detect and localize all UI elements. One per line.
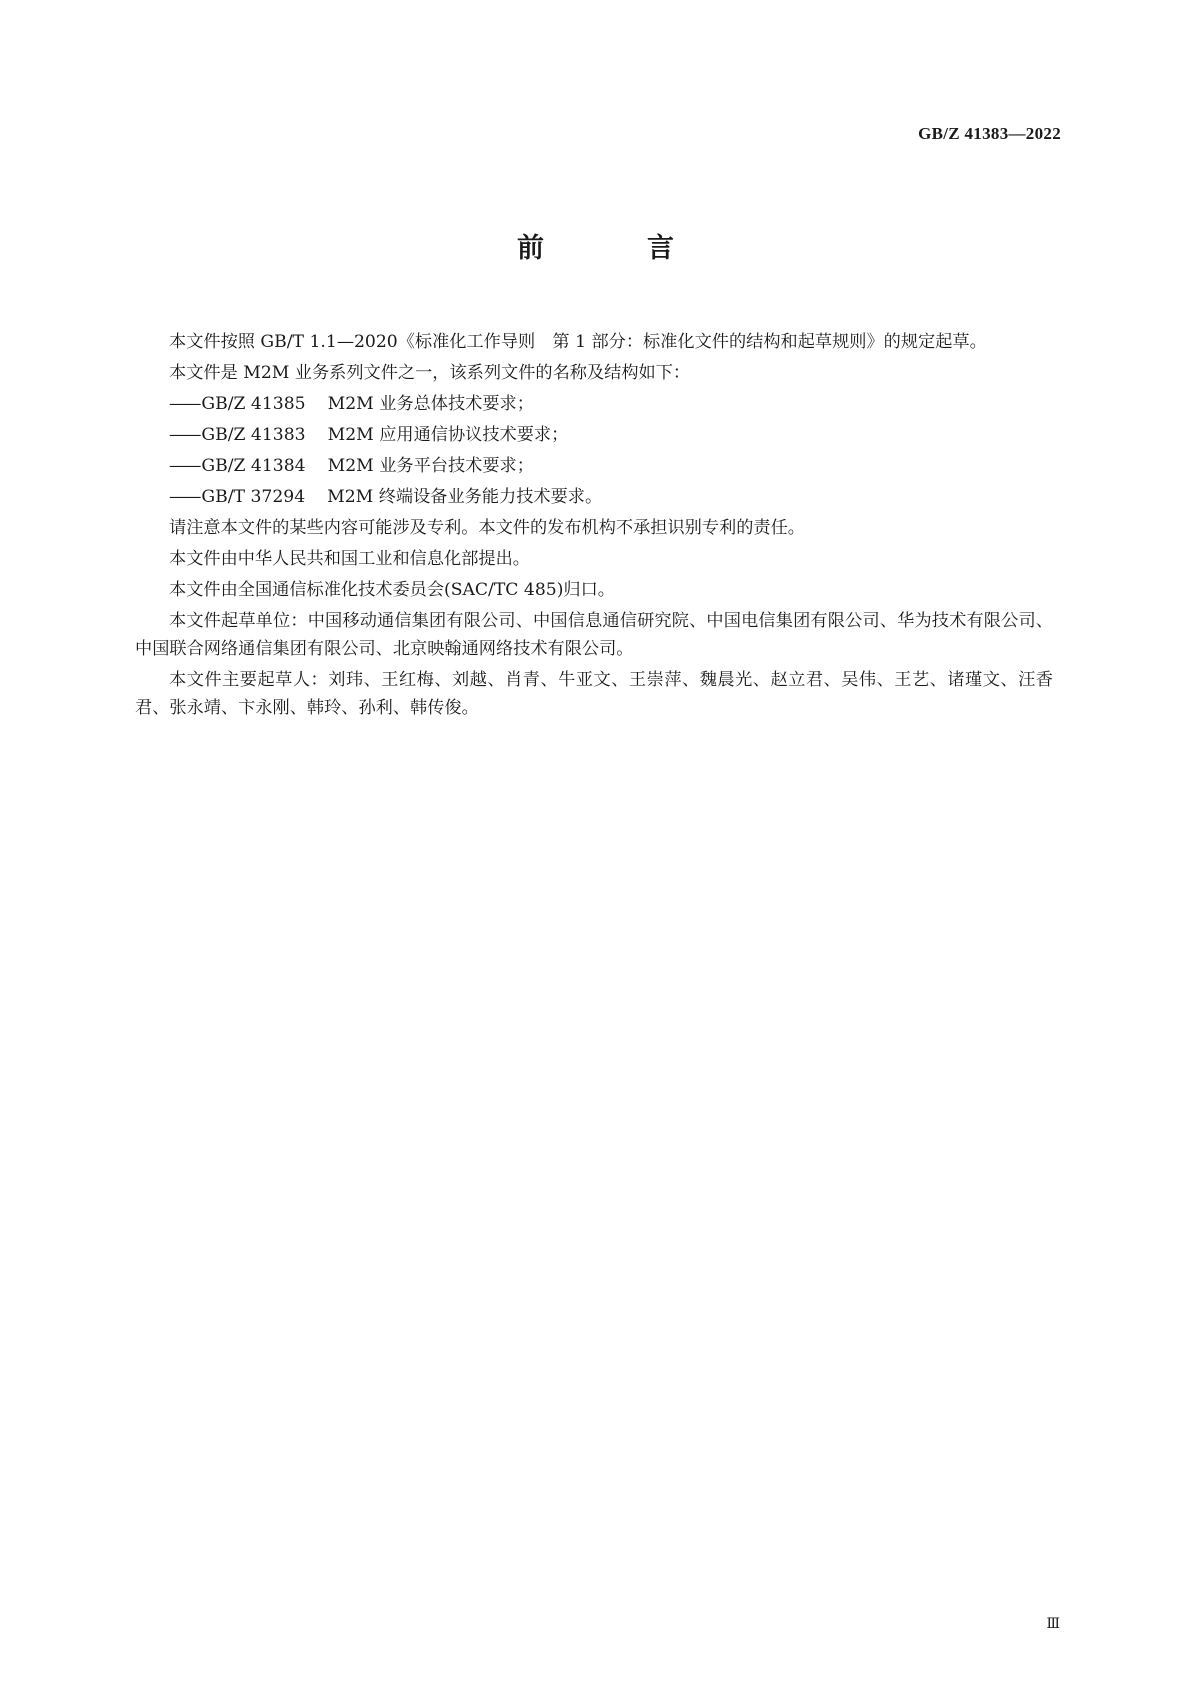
series-list-item bbox=[135, 452, 1053, 480]
series-code: GB/Z 41384 bbox=[201, 456, 306, 476]
series-list-item bbox=[135, 421, 1053, 449]
series-name: M2M 业务总体技术要求； bbox=[327, 394, 534, 414]
series-list-item bbox=[135, 390, 1053, 418]
series-name: M2M 应用通信协议技术要求； bbox=[327, 425, 569, 445]
paragraph-patent-notice: 请注意本文件的某些内容可能涉及专利。本文件的发布机构不承担识别专利的责任。 bbox=[169, 518, 805, 538]
paragraph-drafters: 本文件主要起草人：刘玮、王红梅、刘越、肖青、牛亚文、王崇萍、魏晨光、赵立君、吴伟、王艺、诸瑾文、汪香君、张永靖、卞永刚、韩玲、孙利、韩传俊。 bbox=[135, 670, 1053, 718]
page-title: 前 言 bbox=[517, 233, 712, 264]
series-name: M2M 业务平台技术要求； bbox=[327, 456, 534, 476]
paragraph-proposer: 本文件由中华人民共和国工业和信息化部提出。 bbox=[169, 549, 530, 569]
paragraph-drafting-rules: 本文件按照 GB/T 1.1—2020《标准化工作导则 第 1 部分：标准化文件的结构和起草规则》的规定起草。 bbox=[169, 332, 987, 352]
document-code: GB/Z 41383—2022 bbox=[918, 124, 1061, 143]
paragraph-drafting-units: 本文件起草单位：中国移动通信集团有限公司、中国信息通信研究院、中国电信集团有限公司、华为技术有限公司、中国联合网络通信集团有限公司、北京映翰通网络技术有限公司。 bbox=[135, 611, 1053, 659]
series-code: GB/T 37294 bbox=[201, 487, 306, 507]
list-dash: —— bbox=[169, 425, 200, 445]
paragraph-technical-committee: 本文件由全国通信标准化技术委员会(SAC/TC 485)归口。 bbox=[169, 580, 615, 600]
foreword-body bbox=[135, 328, 1053, 722]
series-code: GB/Z 41385 bbox=[201, 394, 306, 414]
list-dash: —— bbox=[169, 456, 200, 476]
paragraph-series-intro: 本文件是 M2M 业务系列文件之一，该系列文件的名称及结构如下： bbox=[169, 363, 691, 383]
list-dash: —— bbox=[169, 394, 200, 414]
list-dash: —— bbox=[169, 487, 200, 507]
series-list-item bbox=[135, 483, 1053, 511]
series-name: M2M 终端设备业务能力技术要求。 bbox=[327, 487, 603, 507]
series-code: GB/Z 41383 bbox=[201, 425, 306, 445]
page-number: Ⅲ bbox=[1046, 1617, 1060, 1632]
